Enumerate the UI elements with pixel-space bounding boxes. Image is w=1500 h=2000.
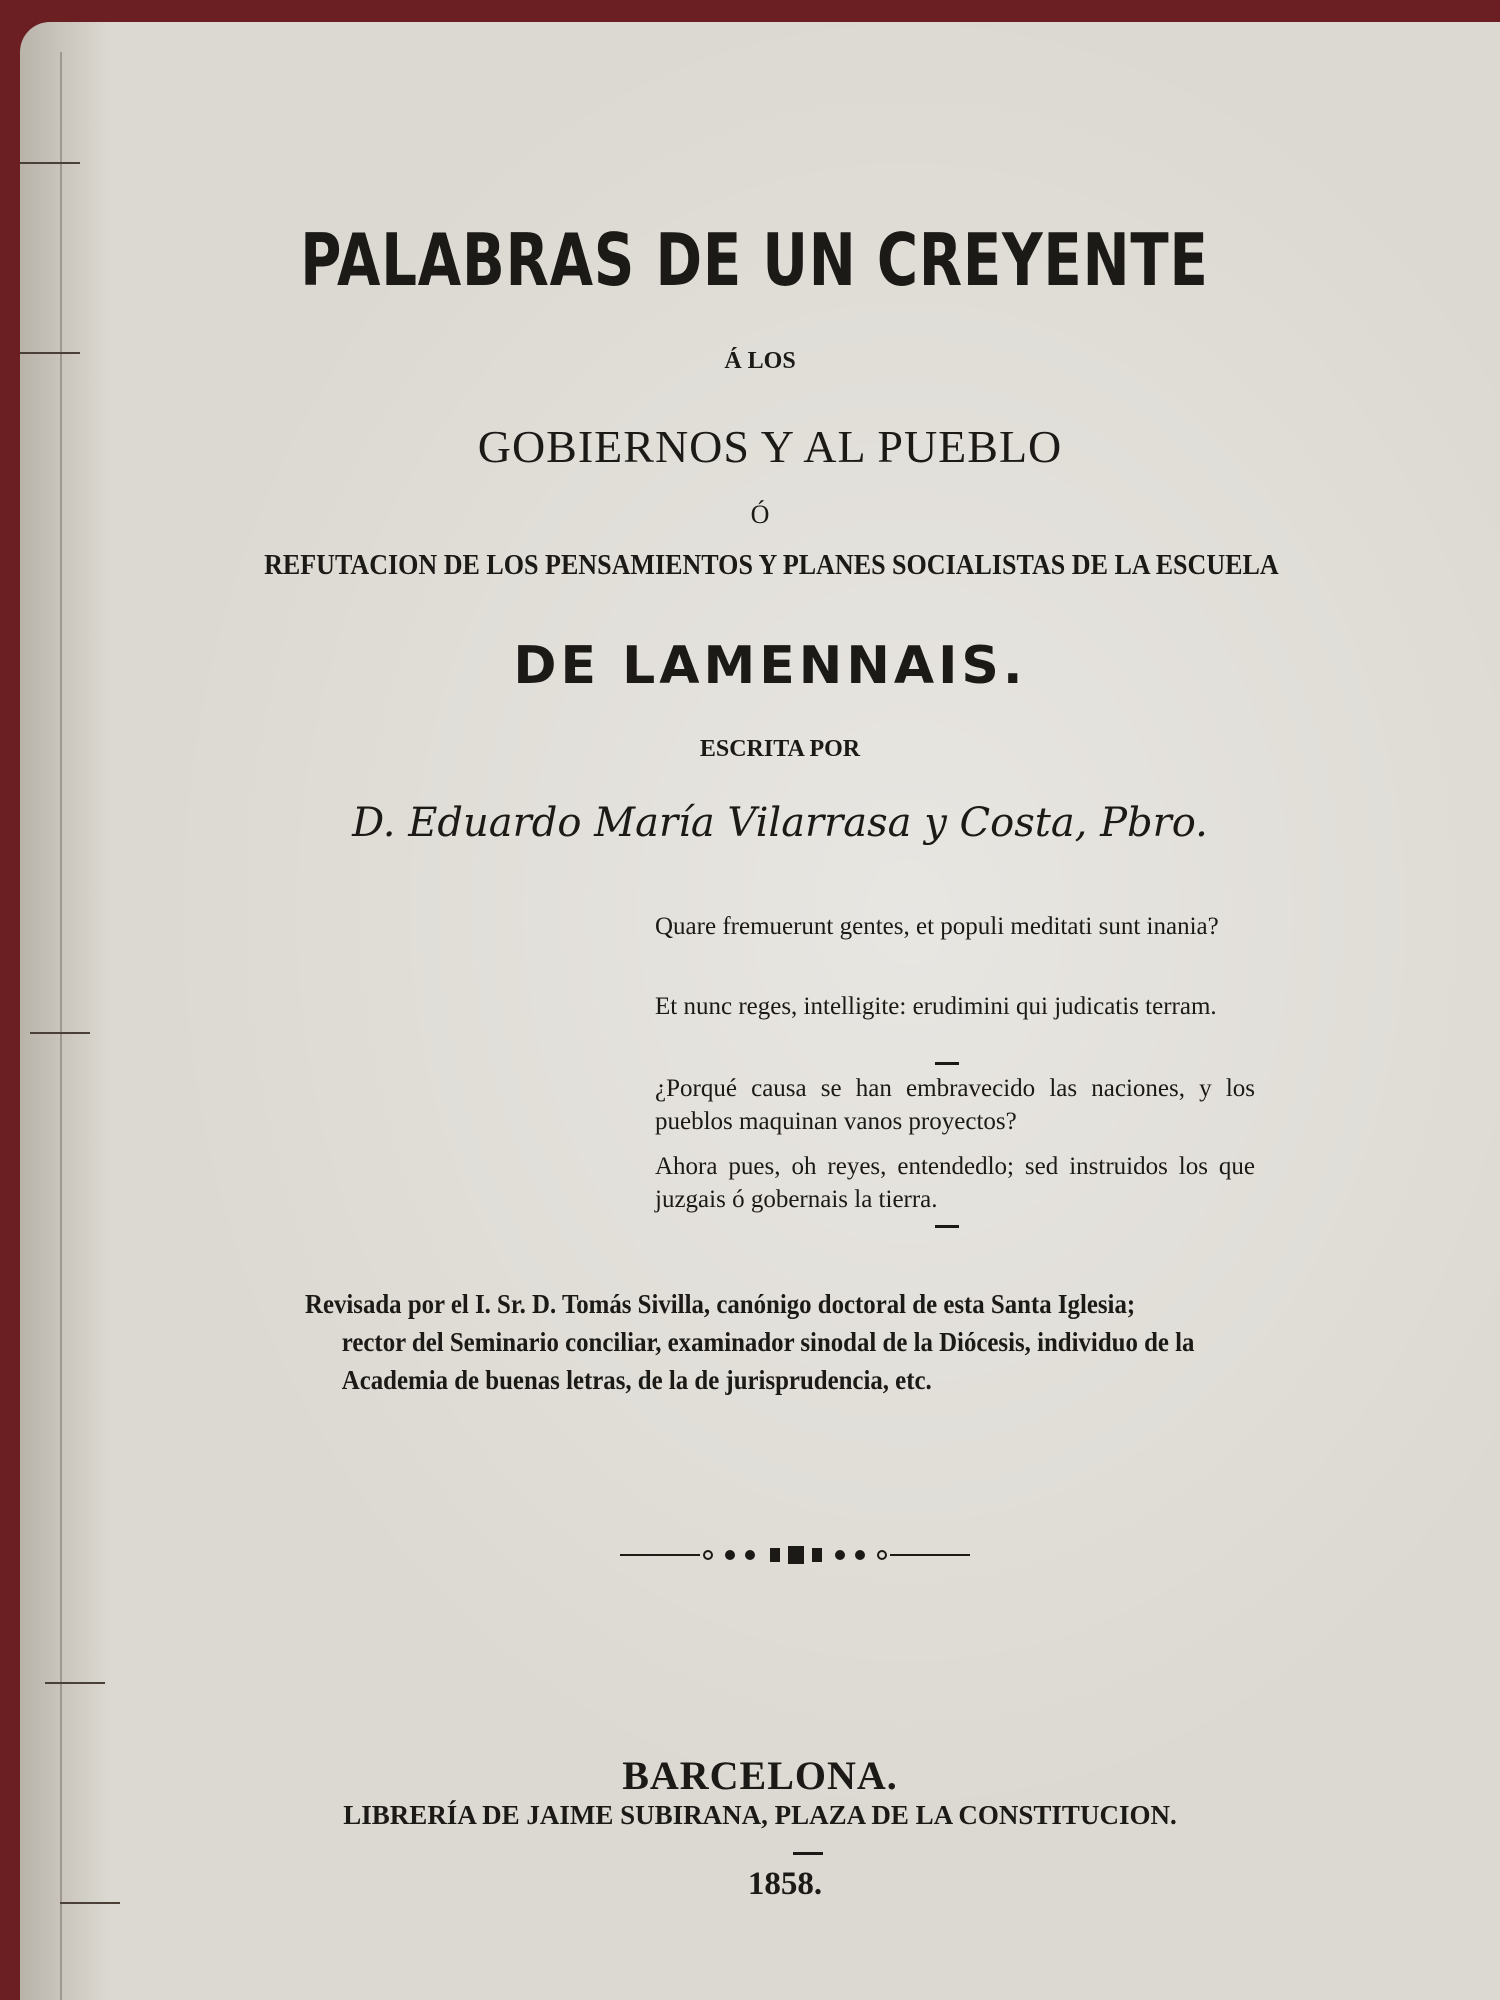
binding-stitch	[45, 1682, 105, 1684]
publication-year: 1858.	[747, 1866, 823, 1902]
epigraph-quote: Ahora pues, oh reyes, entendedlo; sed instruidos los que juzgais ó gobernais la tierra.	[655, 1153, 1255, 1213]
author-name: D. Eduardo María Vilarrasa y Costa, Pbro.	[352, 800, 1208, 846]
separator-dash	[793, 1852, 823, 1855]
book-title: PALABRAS DE UN CREYENTE	[300, 218, 1209, 302]
subtitle-gobiernos: GOBIERNOS Y AL PUEBLO	[477, 421, 1063, 472]
epigraph-quote: ¿Porqué causa se han embravecido las naciones, y los pueblos maquinan vanos proyectos?	[655, 1075, 1255, 1135]
publisher-line: LIBRERÍA DE JAIME SUBIRANA, PLAZA DE LA CONSTITUCION.	[343, 1800, 1177, 1830]
revision-note	[305, 1285, 1207, 1399]
separator-dash	[935, 1062, 959, 1065]
spine-fold	[60, 52, 62, 2000]
written-by-label: ESCRITA POR	[699, 736, 861, 762]
epigraph-quote: Quare fremuerunt gentes, et populi meditati sunt inania?	[655, 913, 1219, 940]
subtitle-o: Ó	[750, 500, 770, 529]
revision-line: Academia de buenas letras, de la de jurisprudencia, etc.	[341, 1365, 932, 1395]
publication-city: BARCELONA.	[622, 1753, 898, 1798]
ornament-divider	[620, 1545, 970, 1565]
binding-stitch	[20, 162, 80, 164]
epigraph-quote: Et nunc reges, intelligite: erudimini qui judicatis terram.	[655, 993, 1217, 1020]
binding-stitch	[30, 1032, 90, 1034]
subtitle-refutacion: REFUTACION DE LOS PENSAMIENTOS Y PLANES SOCIALISTAS DE LA ESCUELA	[264, 550, 1279, 581]
subtitle-a-los: Á LOS	[724, 348, 796, 374]
revision-line: Revisada por el I. Sr. D. Tomás Sivilla, canónigo doctoral de esta Santa Iglesia;	[305, 1289, 1136, 1319]
revision-line: rector del Seminario conciliar, examinador sinodal de la Diócesis, individuo de la	[341, 1327, 1195, 1357]
separator-dash	[935, 1225, 959, 1228]
subtitle-lamennais: DE LAMENNAIS.	[513, 636, 1027, 696]
